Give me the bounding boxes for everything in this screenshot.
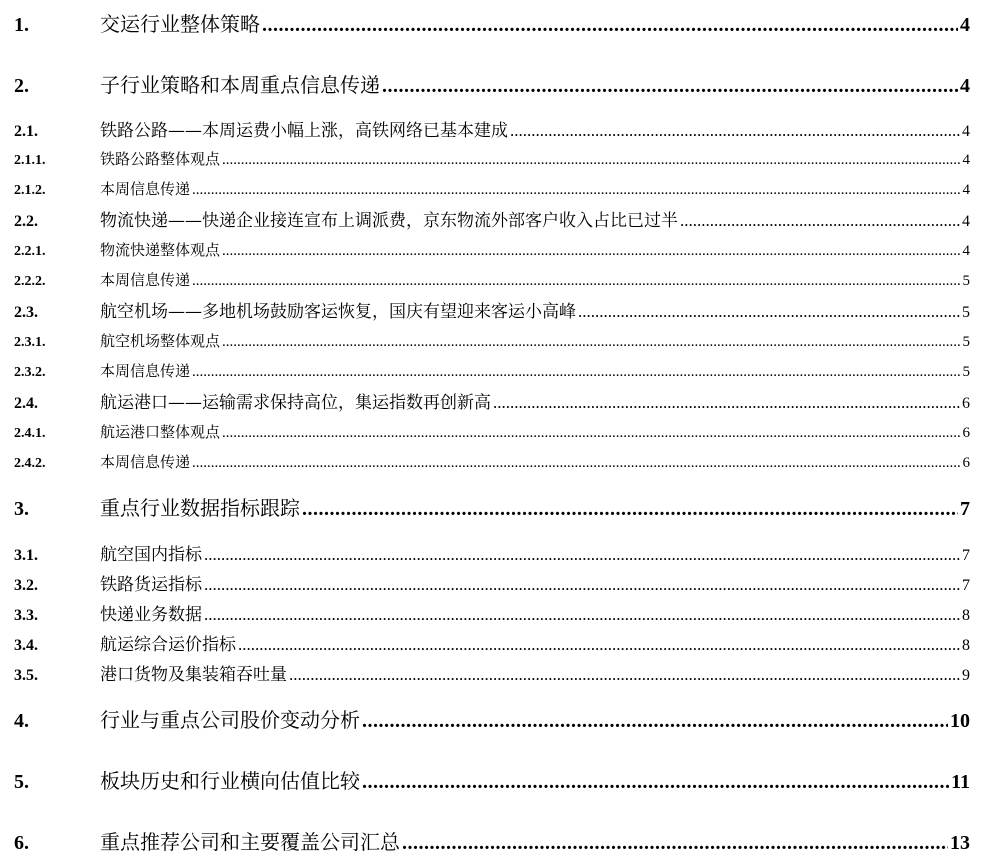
toc-page-number: 8: [962, 637, 970, 654]
toc-entry-1[interactable]: [0, 8, 970, 37]
toc-page-number: 4: [962, 182, 970, 198]
toc-page-number: 5: [962, 304, 970, 321]
toc-entry-5[interactable]: [0, 765, 970, 794]
toc-page-number: 4: [960, 14, 970, 36]
toc-page-number: 4: [962, 213, 970, 230]
toc-title: 航运综合运价指标: [100, 635, 236, 655]
dot-leader: [222, 425, 960, 442]
toc-number: 3.3.: [14, 607, 38, 624]
dot-leader: [493, 393, 960, 413]
toc-entry-6[interactable]: [0, 826, 970, 855]
toc-entry-2-4-1[interactable]: [0, 421, 970, 442]
toc-entry-2-2[interactable]: [0, 206, 970, 231]
toc-title: 铁路公路——本周运费小幅上涨，高铁网络已基本建成: [100, 121, 508, 141]
toc-entry-2-1-2[interactable]: [0, 178, 970, 199]
toc-entry-2-1[interactable]: [0, 116, 970, 141]
toc-entry-2-3-2[interactable]: [0, 360, 970, 381]
toc-page-number: 6: [962, 425, 970, 441]
toc-page-number: 4: [962, 152, 970, 168]
toc-entry-2[interactable]: [0, 69, 970, 98]
toc-title: 本周信息传递: [100, 180, 191, 198]
dot-leader: [680, 211, 960, 231]
dot-leader: [302, 498, 958, 521]
toc-page-number: 6: [962, 395, 970, 412]
toc-title: 航空机场整体观点: [100, 332, 221, 350]
toc-entry-2-2-2[interactable]: [0, 269, 970, 290]
toc-number: 2.1.1.: [14, 153, 46, 168]
toc-entry-3-1[interactable]: [0, 540, 970, 565]
toc-number: 6.: [14, 832, 29, 854]
toc-title: 航运港口——运输需求保持高位，集运指数再创新高: [100, 393, 491, 413]
dot-leader: [222, 334, 960, 351]
toc-title: 航空机场——多地机场鼓励客运恢复，国庆有望迎来客运小高峰: [100, 302, 576, 322]
toc-entry-3-2[interactable]: [0, 570, 970, 595]
toc-page-number: 5: [962, 334, 970, 350]
toc-page-number: 13: [950, 832, 970, 854]
toc-entry-2-3[interactable]: [0, 297, 970, 322]
dot-leader: [382, 75, 958, 98]
toc-title: 本周信息传递: [100, 453, 191, 471]
dot-leader: [204, 545, 960, 565]
dot-leader: [362, 710, 948, 733]
dot-leader: [222, 152, 960, 169]
toc-entry-3-3[interactable]: [0, 600, 970, 625]
toc-number: 3.1.: [14, 547, 38, 564]
toc-number: 2.2.: [14, 213, 38, 230]
toc-entry-2-4-2[interactable]: [0, 451, 970, 472]
toc-number: 2.2.1.: [14, 244, 46, 259]
toc-number: 4.: [14, 710, 29, 732]
toc-page-number: 5: [962, 364, 970, 380]
dot-leader: [578, 302, 960, 322]
toc-number: 2.3.1.: [14, 335, 46, 350]
toc-number: 1.: [14, 14, 29, 36]
dot-leader: [289, 665, 960, 685]
toc-title: 子行业策略和本周重点信息传递: [100, 73, 380, 97]
toc-title: 航运港口整体观点: [100, 423, 221, 441]
toc-title: 重点行业数据指标跟踪: [100, 496, 300, 520]
toc-number: 2.3.: [14, 304, 38, 321]
toc-page-number: 8: [962, 607, 970, 624]
toc-title: 本周信息传递: [100, 362, 191, 380]
toc-entry-3-5[interactable]: [0, 660, 970, 685]
toc-page-number: 4: [960, 75, 970, 97]
toc-number: 5.: [14, 771, 29, 793]
dot-leader: [402, 832, 948, 855]
toc-number: 2.1.2.: [14, 183, 46, 198]
toc-page-number: 7: [962, 577, 970, 594]
toc-number: 3.5.: [14, 667, 38, 684]
dot-leader: [192, 182, 960, 199]
toc-title: 铁路公路整体观点: [100, 150, 221, 168]
toc-page-number: 4: [962, 123, 970, 140]
toc-number: 2.2.2.: [14, 274, 46, 289]
toc-title: 物流快递整体观点: [100, 241, 221, 259]
toc-page-number: 7: [960, 498, 970, 520]
toc-page-number: 9: [962, 667, 970, 684]
toc-entry-2-2-1[interactable]: [0, 239, 970, 260]
dot-leader: [192, 364, 960, 381]
toc-page-number: 11: [951, 771, 970, 793]
toc-number: 3.2.: [14, 577, 38, 594]
toc-title: 铁路货运指标: [100, 575, 202, 595]
toc-title: 交运行业整体策略: [100, 12, 260, 36]
toc-number: 2.3.2.: [14, 365, 46, 380]
toc-entry-4[interactable]: [0, 704, 970, 733]
dot-leader: [362, 771, 949, 794]
toc-number: 3.: [14, 498, 29, 520]
toc-number: 3.4.: [14, 637, 38, 654]
toc-entry-2-1-1[interactable]: [0, 148, 970, 169]
toc-title: 快递业务数据: [100, 605, 202, 625]
toc-page-number: 10: [950, 710, 970, 732]
toc-title: 航空国内指标: [100, 545, 202, 565]
toc-title: 本周信息传递: [100, 271, 191, 289]
toc-title: 行业与重点公司股价变动分析: [100, 708, 360, 732]
dot-leader: [238, 635, 960, 655]
toc-entry-2-3-1[interactable]: [0, 330, 970, 351]
dot-leader: [192, 273, 960, 290]
toc-page-number: 5: [962, 273, 970, 289]
toc-number: 2.4.2.: [14, 456, 46, 471]
toc-number: 2.1.: [14, 123, 38, 140]
toc-title: 物流快递——快递企业接连宣布上调派费，京东物流外部客户收入占比已过半: [100, 211, 678, 231]
toc-page-number: 6: [962, 455, 970, 471]
dot-leader: [510, 121, 960, 141]
toc-entry-3[interactable]: [0, 492, 970, 521]
dot-leader: [262, 14, 958, 37]
dot-leader: [204, 605, 960, 625]
toc-number: 2.: [14, 75, 29, 97]
dot-leader: [222, 243, 960, 260]
toc-page-number: 7: [962, 547, 970, 564]
toc-title: 板块历史和行业横向估值比较: [100, 769, 360, 793]
toc-title: 港口货物及集装箱吞吐量: [100, 665, 287, 685]
toc-entry-2-4[interactable]: [0, 388, 970, 413]
dot-leader: [204, 575, 960, 595]
toc-number: 2.4.: [14, 395, 38, 412]
toc-title: 重点推荐公司和主要覆盖公司汇总: [100, 830, 400, 854]
toc-page-number: 4: [962, 243, 970, 259]
toc-entry-3-4[interactable]: [0, 630, 970, 655]
dot-leader: [192, 455, 960, 472]
toc-number: 2.4.1.: [14, 426, 46, 441]
